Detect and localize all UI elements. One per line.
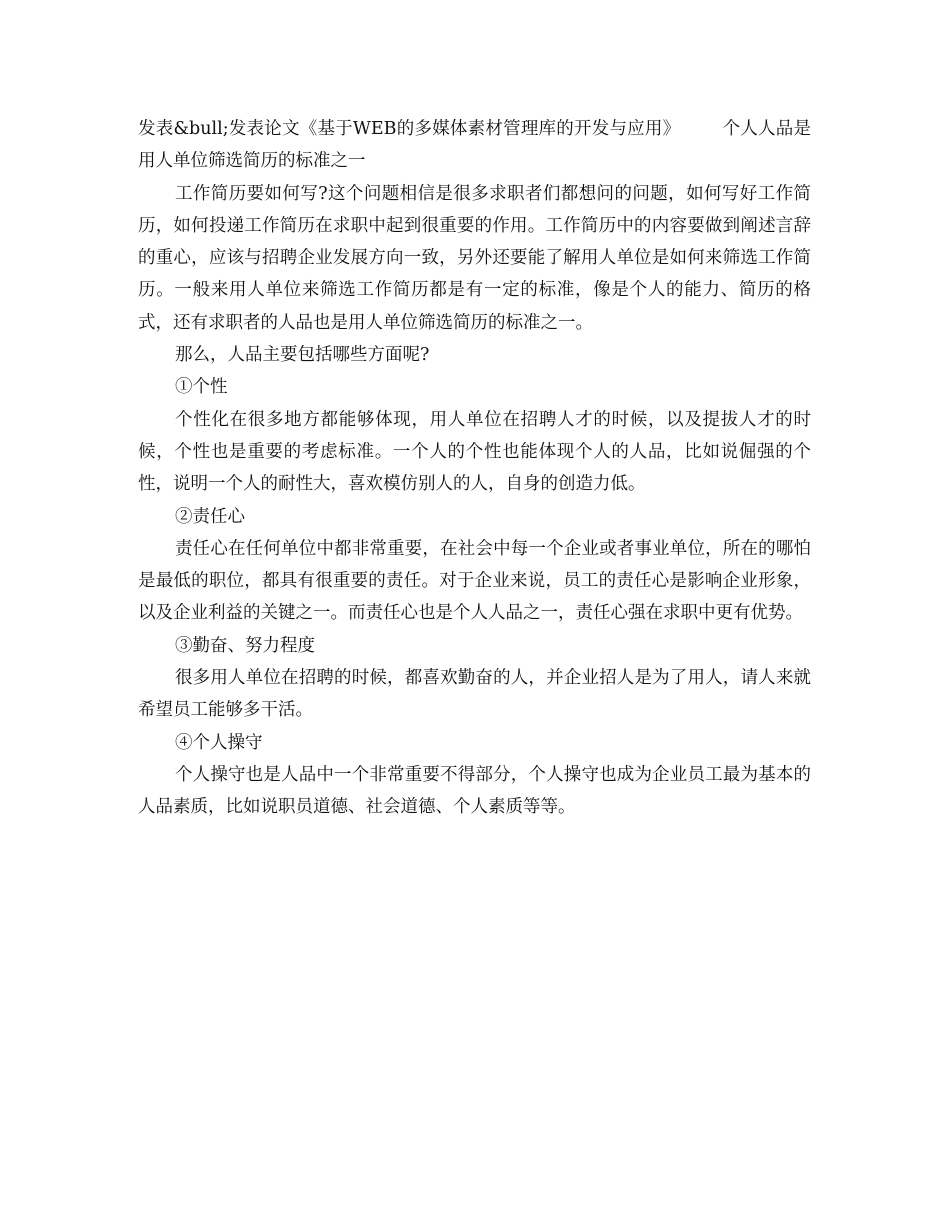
subheading-personality: ①个性: [175, 377, 228, 398]
question-paragraph: 那么，人品主要包括哪些方面呢?: [175, 345, 430, 366]
responsibility-paragraph: 责任心在任何单位中都非常重要，在社会中每一个企业或者事业单位，所在的哪怕是最低的职位，都具有很重要的责任。对于企业来说，员工的责任心是影响企业形象，以及企业利益的关键之一。而责任心也是个人人品之一，责任心强在求职中更有优势。: [138, 538, 811, 624]
subheading-responsibility: ②责任心: [175, 506, 245, 527]
section-heading-text: 个人人品是用人单位筛选简历的标准之一: [138, 119, 812, 172]
resume-writing-paragraph: 工作简历要如何写?这个问题相信是很多求职者们都想问的问题，如何写好工作简历，如何投递工作简历在求职中起到很重要的作用。工作简历中的内容要做到阐述言辞的重心，应该与招聘企业发展方向一致，另外还要能了解用人单位是如何来筛选工作简历。一般来用人单位来筛选工作简历都是有一定的标准，像是个人的能力、简历的格式，还有求职者的人品也是用人单位筛选简历的标准之一。: [138, 183, 811, 333]
integrity-paragraph: 个人操守也是人品中一个非常重要不得部分，个人操守也成为企业员工最为基本的人品素质，比如说职员道德、社会道德、个人素质等等。: [138, 764, 811, 818]
diligence-paragraph: 很多用人单位在招聘的时候，都喜欢勤奋的人，并企业招人是为了用人，请人来就希望员工能够多干活。: [138, 668, 811, 721]
intro-paragraph: [138, 113, 811, 178]
subheading-diligence: ③勤奋、努力程度: [175, 635, 315, 656]
document-body: [138, 113, 811, 824]
personality-paragraph: 个性化在很多地方都能够体现，用人单位在招聘人才的时候，以及提拔人才的时候，个性也是重要的考虑标准。一个人的个性也能体现个人的人品，比如说倔强的个性，说明一个人的耐性大，喜欢模仿别人的人，自身的创造力低。: [138, 409, 811, 495]
publication-line: 发表&bull;发表论文《基于WEB的多媒体素材管理库的开发与应用》: [138, 119, 681, 139]
subheading-integrity: ④个人操守: [175, 732, 263, 753]
